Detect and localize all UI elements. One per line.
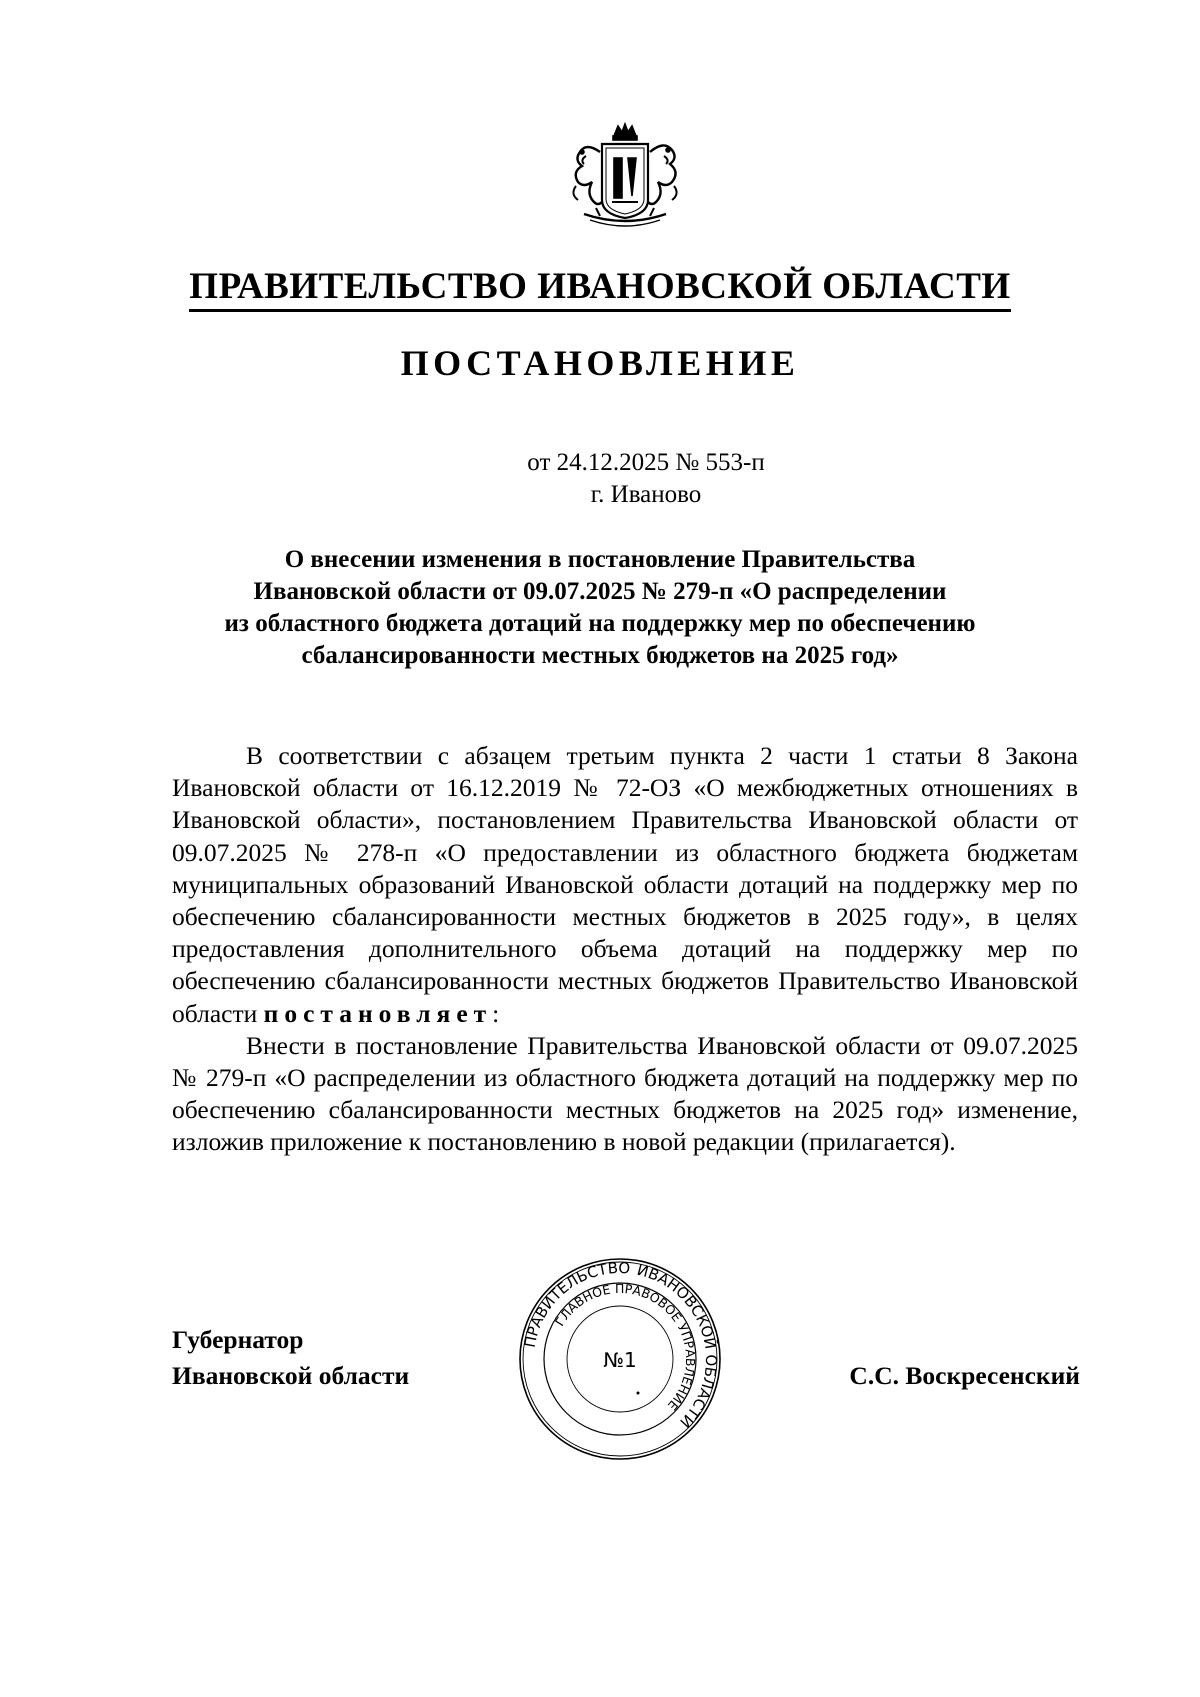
- seal-left-text: ПРАВИТЕЛЬСТВО: [520, 1258, 631, 1349]
- signatory-position: [172, 1322, 409, 1394]
- government-title: [0, 264, 1200, 312]
- document-subject: [150, 544, 1050, 672]
- subject-line: из областного бюджета дотаций на поддержку мер по обеспечению: [224, 610, 976, 637]
- seal-number: №1: [603, 1348, 637, 1372]
- body-paragraph-1: [172, 740, 1078, 1030]
- subject-line: О внесении изменения в постановление Правительства: [284, 546, 916, 573]
- paragraph-1-text: В соответствии с абзацем третьим пункта 2 части 1 статьи 8 Закона Ивановской области от 16.12.2019 № 72-ОЗ «О межбюджетных отношениях в Ивановской области», постановлением Правительства Ивановской области от 09.07.2025 № 278-п «О предоставлении из областного бюджета бюджетам муниципальных образований Ивановской области дотаций на поддержку мер по обеспечению сбалансированности местных бюджетов в 2025 году», в целях предоставления дополнительного объема дотаций на поддержку мер по обеспечению сбалансированности местных бюджетов Правительство Ивановской области: [172, 741, 1078, 1028]
- document-body: [172, 740, 1078, 1159]
- coat-of-arms-icon: [556, 122, 693, 232]
- document-type: ПОСТАНОВЛЕНИЕ: [400, 343, 800, 383]
- government-title-text: ПРАВИТЕЛЬСТВО ИВАНОВСКОЙ ОБЛАСТИ: [189, 265, 1010, 312]
- seal-inner-text: ГЛАВНОЕ ПРАВОВОЕ УПРАВЛЕНИЕ: [551, 1280, 699, 1414]
- seal-region-text: ИВАНОВСКОЙ ОБЛАСТИ: [635, 1260, 721, 1432]
- document-meta: [0, 447, 1200, 511]
- signatory-name: С.С. Воскресенский: [849, 1361, 1080, 1390]
- paragraph-1-end: :: [492, 998, 500, 1028]
- official-stamp: [516, 1255, 724, 1463]
- signatory-position-line-1: Губернатор: [172, 1325, 304, 1354]
- document-city: г. Иваново: [590, 481, 702, 508]
- signatory-position-line-2: Ивановской области: [172, 1361, 410, 1390]
- document-date-number: от 24.12.2025 № 553-п: [527, 449, 765, 476]
- body-paragraph-2: Внести в постановление Правительства Ивановской области от 09.07.2025 № 279-п «О распределении из областного бюджета дотаций на поддержку мер по обеспечению сбалансированности местных бюджетов на 2025 год» изменение, изложив приложение к постановлению в новой редакции (прилагается).: [172, 1030, 1078, 1157]
- subject-line: сбалансированности местных бюджетов на 2025 год»: [301, 642, 899, 669]
- seal-outer-text: [521, 1259, 631, 1349]
- subject-line: Ивановской области от 09.07.2025 № 279-п «О распределении: [253, 578, 947, 605]
- resolution-keyword: постановляет: [263, 998, 493, 1028]
